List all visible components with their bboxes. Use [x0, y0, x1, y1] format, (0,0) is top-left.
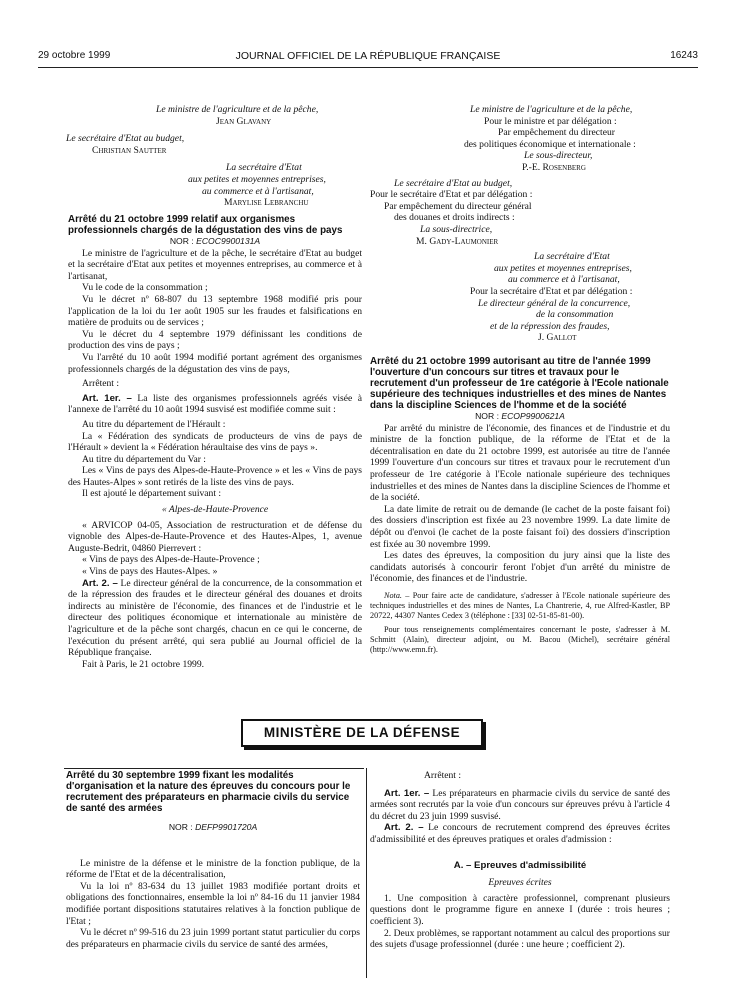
- paragraph: La « Fédération des syndicats de producteurs de vins de pays de l'Hérault » devient la « Fédération héraultaise des vins de pays ».: [68, 430, 362, 454]
- sig-name: M. Gady-Laumonier: [416, 235, 499, 247]
- article-1: Art. 1er. – Les préparateurs en pharmacie civils du service de santé des armées sont recrutés par la voie d'un concours sur épreuves prévu à l'article 4 du décret du 23 juin 1999 susvisé.: [370, 787, 670, 822]
- paragraph: « Vins de pays des Hautes-Alpes. »: [82, 566, 218, 578]
- sig-line: Par empêchement du directeur général: [384, 200, 532, 212]
- signature-agriculture-name: Jean Glavany: [216, 115, 272, 127]
- column-divider: [366, 768, 367, 978]
- signature-pme-line2: aux petites et moyennes entreprises,: [188, 173, 326, 185]
- arrete-pharmacie-nor: NOR : DEFP9901720A: [168, 822, 258, 832]
- nor-code: DEFP9901720A: [195, 822, 258, 832]
- sig-line: Le ministre de l'agriculture et de la pêche,: [470, 104, 633, 115]
- signature-budget-name: Christian Sautter: [92, 144, 167, 156]
- subsection-heading: Epreuves écrites: [488, 877, 552, 889]
- sig-line: La sous-directrice,: [420, 223, 493, 235]
- sig-line: Le secrétaire d'Etat au budget,: [394, 177, 513, 189]
- sig-line: La secrétaire d'Etat: [534, 251, 610, 263]
- paragraph: « Vins de pays des Alpes-de-Haute-Provence ;: [82, 554, 260, 566]
- arrete-nantes-title: Arrêté du 21 octobre 1999 autorisant au titre de l'année 1999 l'ouverture d'un concours sur titres et travaux pour le recrutement d'un professeur de 1re catégorie à l'Ecole nationale supérieure des techniques industrielles et des mines de Nantes dans la discipline Sciences de l'homme et de la société: [370, 356, 669, 411]
- paragraph: Fait à Paris, le 21 octobre 1999.: [82, 658, 205, 670]
- paragraph: Il est ajouté le département suivant :: [82, 488, 222, 500]
- sig-line: Le directeur général de la concurrence,: [478, 297, 631, 309]
- arrete-concours-nantes: [370, 356, 670, 655]
- sig-line: des douanes et droits indirects :: [394, 212, 515, 224]
- paragraph: Vu le code de la consommation ;: [82, 282, 208, 294]
- signature-pme-line1: La secrétaire d'Etat: [226, 162, 302, 174]
- paragraph: Par arrêté du ministre de l'économie, des finances et de l'industrie et du ministre de la fonction publique, de la réforme de l'Etat et de la décentralisation en date du 21 octobre 1999, est autorisée au titre de l'année 1999 l'ouverture d'un concours sur titres et travaux pour le recrutement d'un professeur de 1re catégorie à l'Ecole nationale supérieure des techniques industrielles et des mines de Nantes dans la discipline Sciences de l'homme et de la société.: [370, 422, 670, 504]
- arretent: Arrêtent :: [82, 378, 120, 390]
- paragraph: Vu le décret nº 68-807 du 13 septembre 1968 modifié pris pour l'application de la loi du 1er août 1905 sur les fraudes et falsifications en matière de produits ou de services ;: [68, 293, 362, 329]
- header-journal-title: JOURNAL OFFICIEL DE LA RÉPUBLIQUE FRANÇAISE: [235, 50, 501, 62]
- sig-line: Par empêchement du directeur: [498, 127, 615, 139]
- paragraph: Vu le décret nº 99-516 du 23 juin 1999 portant statut particulier du corps des préparateurs en pharmacie civils du service de santé des armées,: [66, 927, 360, 950]
- arrete-vins-de-pays: [68, 214, 362, 670]
- nota: Nota. – Pour faire acte de candidature, s'adresser à l'Ecole nationale supérieure des techniques industrielles et des mines de Nantes, La Chantrerie, 4, rue Alfred-Kastler, BP 20722, 44307 Nantes Cedex 3 (téléphone : [33] 02-51-85-81-00).: [370, 590, 671, 620]
- nor-code: ECOC9900131A: [196, 236, 261, 246]
- arrete-pharmacie-articles: [370, 770, 670, 951]
- right-column-top: [370, 104, 670, 344]
- page-header: [38, 50, 698, 66]
- arrete-preparateurs-pharmacie: [66, 770, 360, 950]
- paragraph: Vu l'arrêté du 10 août 1994 modifié portant agrément des organismes professionnels chargés de la dégustation des vins de pays,: [68, 351, 362, 375]
- left-column-top: [66, 104, 366, 209]
- paragraph: Les dates des épreuves, la composition du jury ainsi que la liste des candidats autorisés à concourir feront l'objet d'un arrêté du ministre de l'économie, des finances et de l'industrie.: [370, 550, 670, 585]
- ministry-banner: MINISTÈRE DE LA DÉFENSE: [241, 719, 483, 747]
- sig-line: Pour le ministre et par délégation :: [484, 115, 617, 127]
- header-date: 29 octobre 1999: [38, 50, 111, 61]
- department-heading: « Alpes-de-Haute-Provence: [161, 504, 269, 516]
- sig-line: Pour la secrétaire d'Etat et par délégation :: [470, 285, 633, 297]
- sig-line: des politiques économique et internationale :: [464, 138, 636, 150]
- nor-code: ECOP9900621A: [501, 411, 565, 421]
- paragraph: 2. Deux problèmes, se rapportant notamment au calcul des proportions sur des sujets d'usage professionnel (durée : une heure ; coefficient 2).: [370, 927, 670, 951]
- signature-pme-name: Marylise Lebranchu: [224, 197, 309, 209]
- sig-line: et de la répression des fraudes,: [490, 320, 610, 332]
- arrete-pharmacie-title: Arrêté du 30 septembre 1999 fixant les modalités d'organisation et la nature des épreuves du concours pour le recrutement des préparateurs en pharmacie civils du service de santé des armées: [66, 770, 351, 814]
- arretent: Arrêtent :: [424, 770, 462, 781]
- paragraph: « ARVICOP 04-05, Association de restructuration et de défense du vignoble des Alpes-de-Haute-Provence et des Hautes-Alpes, 1, avenue Auguste-Bedrit, 04860 Pierrevert :: [68, 519, 362, 554]
- article-2: Art. 2. – Le concours de recrutement comprend des épreuves écrites d'admissibilité et des épreuves pratiques et orales d'admission :: [370, 822, 670, 845]
- signature-pme-line3: au commerce et à l'artisanat,: [202, 185, 314, 197]
- arrete-vins-nor: NOR : ECOC9900131A: [169, 236, 261, 246]
- header-rule: [38, 67, 698, 68]
- arrete-vins-title: Arrêté du 21 octobre 1999 relatif aux organismes professionnels chargés de la dégustation des vins de pays: [68, 214, 343, 236]
- signature-agriculture-title: Le ministre de l'agriculture et de la pêche,: [156, 104, 319, 115]
- paragraph: Les « Vins de pays des Alpes-de-Haute-Provence » et les « Vins de pays des Hautes-Alpes » sont retirés de la liste des vins de pays.: [68, 465, 362, 488]
- sig-line: Pour le secrétaire d'Etat et par délégation :: [370, 189, 533, 201]
- arrete-nantes-nor: NOR : ECOP9900621A: [475, 411, 565, 421]
- sig-line: de la consommation: [536, 309, 614, 321]
- paragraph: Vu la loi nº 83-634 du 13 juillet 1983 modifiée portant droits et obligations des fonctionnaires, ensemble la loi nº 84-16 du 11 janvier 1984 modifiée portant dispositions statutaires relatives à la fonction publique de l'Etat ;: [66, 880, 360, 927]
- section-rule-left: [64, 768, 364, 769]
- paragraph: Le ministre de l'agriculture et de la pêche, le secrétaire d'Etat au budget et la secrétaire d'Etat aux petites et moyennes entreprises, au commerce et à l'artisanat,: [68, 247, 362, 282]
- paragraph: Au titre du département de l'Hérault :: [82, 418, 226, 430]
- article-2: Art. 2. – Le directeur général de la concurrence, de la consommation et de la répression des fraudes et le directeur général des douanes et droits indirects au ministère de l'économie, des finances et de l'industrie et le directeur des politiques économique et internationale au ministère de l'agriculture et de la pêche sont chargés, chacun en ce qui le concerne, de l'exécution du présent arrêté, qui sera publié au Journal officiel de la République française.: [68, 577, 362, 659]
- sig-line: Le sous-directeur,: [524, 150, 593, 162]
- paragraph: 1. Une composition à caractère professionnel, comprenant plusieurs questions dont le programme figure en annexe I (durée : trois heures ; coefficient 3).: [370, 892, 670, 927]
- sig-name: P.-E. Rosenberg: [522, 161, 586, 173]
- sig-name: J. Gallot: [538, 332, 577, 344]
- paragraph: Vu le décret du 4 septembre 1979 définissant les conditions de production des vins de pays ;: [68, 328, 362, 352]
- nota-contact: Pour tous renseignements complémentaires concernant le poste, s'adresser à M. Schmitt (Alain), directeur adjoint, ou M. Bacou (Michel), secrétaire général (http://www.emn.fr).: [370, 624, 670, 654]
- sig-line: au commerce et à l'artisanat,: [508, 274, 620, 286]
- section-heading: A. – Epreuves d'admissibilité: [453, 859, 587, 871]
- sig-line: aux petites et moyennes entreprises,: [494, 262, 632, 274]
- paragraph: La date limite de retrait ou de demande (le cachet de la poste faisant foi) des dossiers d'inscription est fixée au 23 novembre 1999. La date limite de dépôt ou d'envoi (le cachet de la poste faisant foi) des dossiers d'inscription est fixée au 30 novembre 1999.: [370, 503, 670, 550]
- paragraph: Au titre du département du Var :: [82, 453, 206, 465]
- signature-budget-title: Le secrétaire d'Etat au budget,: [66, 133, 185, 145]
- article-1: Art. 1er. – La liste des organismes professionnels agréés visée à l'annexe de l'arrêté du 10 août 1994 susvisé est modifiée comme suit :: [68, 392, 362, 416]
- paragraph: Le ministre de la défense et le ministre de la fonction publique, de la réforme de l'Etat et de la décentralisation,: [66, 857, 360, 881]
- header-page-number: 16243: [670, 50, 698, 61]
